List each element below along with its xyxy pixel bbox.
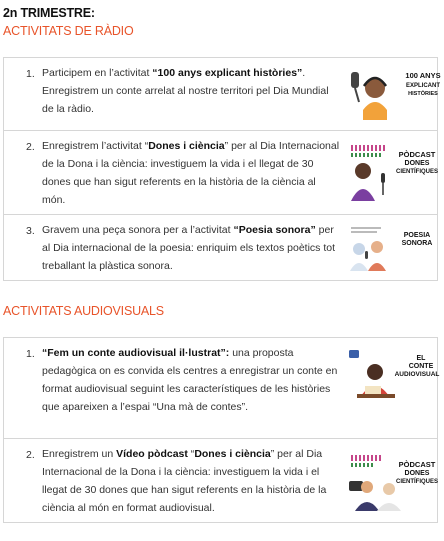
item-number: 1.: [26, 68, 35, 80]
thumb-caption-0: 100 ANYS: [405, 71, 441, 80]
bold-text-run: “Fem un conte audiovisual il·lustrat”:: [42, 347, 230, 359]
text-run: Gravem una peça sonora per a l’activitat: [42, 224, 234, 236]
item-number: 2.: [26, 449, 35, 461]
bold-text-run: Dones i ciència: [194, 448, 271, 460]
radio-activities-table: [3, 57, 441, 281]
bold-text-run: Dones i ciència: [148, 140, 225, 152]
thumb-caption-1: DONES: [404, 160, 430, 167]
item-number: 2.: [26, 141, 35, 153]
text-run: “: [187, 448, 195, 460]
thumb-caption-0: PÒDCAST: [398, 150, 436, 159]
item-text: [42, 64, 340, 118]
item-number: 1.: [26, 348, 35, 360]
thumb-caption-2: CIENTÍFIQUES: [395, 169, 439, 175]
text-run: per al Dia internacional de la poesia: enriquim els textos poètics tot treballant la plàstica sonora.: [42, 224, 335, 272]
text-run: Participem en l’activitat: [42, 67, 153, 79]
thumb-caption-0: EL: [416, 355, 426, 362]
video-story-illustration: [347, 346, 440, 406]
section-heading-radio: ACTIVITATS DE RÀDIO: [3, 24, 134, 38]
thumb-caption-2: CIENTÍFIQUES: [395, 479, 439, 485]
text-run: ” per al Dia Internacional de la Dona i la ciència: investiguem la vida i el llegat de 30 dones que han sigut referents en la història de la ciència al món.: [42, 140, 340, 206]
table-row: [4, 438, 437, 522]
radio-microphone-illustration: [347, 64, 441, 124]
table-row: [4, 130, 437, 214]
item-text: [42, 137, 340, 209]
section-heading-audiovisual: ACTIVITATS AUDIOVISUALS: [3, 304, 164, 318]
thumb-caption-0: PÒDCAST: [398, 460, 436, 469]
thumb-caption-2: AUDIOVISUAL: [394, 371, 440, 378]
text-run: . Enregistrem un conte arrelat al nostre territori pel Dia Mundial de la ràdio.: [42, 67, 329, 115]
text-run: una proposta pedagògica on es convida els centres a enregistrar un conte en format audiovisual seguint les característiques de les històries que apareixen a l’espai “Una mà de contes”.: [42, 347, 338, 413]
term-title: 2n TRIMESTRE:: [3, 6, 95, 20]
thumb-caption-0: POESIA: [403, 232, 431, 239]
item-text: [42, 344, 340, 416]
thumb-caption-1: SONORA: [401, 240, 433, 247]
table-row: [4, 214, 437, 280]
audiovisual-activities-table: [3, 337, 438, 523]
thumb-caption-1: CONTE: [408, 363, 434, 370]
item-text: [42, 221, 340, 275]
thumb-caption-1: EXPLICANT: [405, 83, 441, 89]
bold-text-run: “Poesia sonora”: [233, 224, 316, 236]
text-run: Enregistrem un: [42, 448, 117, 460]
item-number: 3.: [26, 225, 35, 237]
thumb-caption-2: HISTÒRIES: [408, 91, 438, 97]
text-run: ” per al Dia Internacional de la Dona i la ciència: investiguem la vida i el llegat de 30 dones que han sigut referents en la història de la ciència al món en format audiovisual.: [42, 448, 327, 514]
text-run: Enregistrem l’activitat “: [42, 140, 149, 152]
video-podcast-illustration: [347, 453, 439, 515]
table-row: [4, 338, 440, 438]
item-text: [42, 445, 340, 517]
podcast-woman-illustration: [347, 143, 439, 205]
bold-text-run: “100 anys explicant històries”: [152, 67, 303, 79]
poetry-recording-illustration: [347, 223, 433, 275]
thumb-caption-1: DONES: [404, 470, 430, 477]
table-row: [4, 58, 441, 130]
bold-text-run: Vídeo pòdcast: [116, 448, 188, 460]
